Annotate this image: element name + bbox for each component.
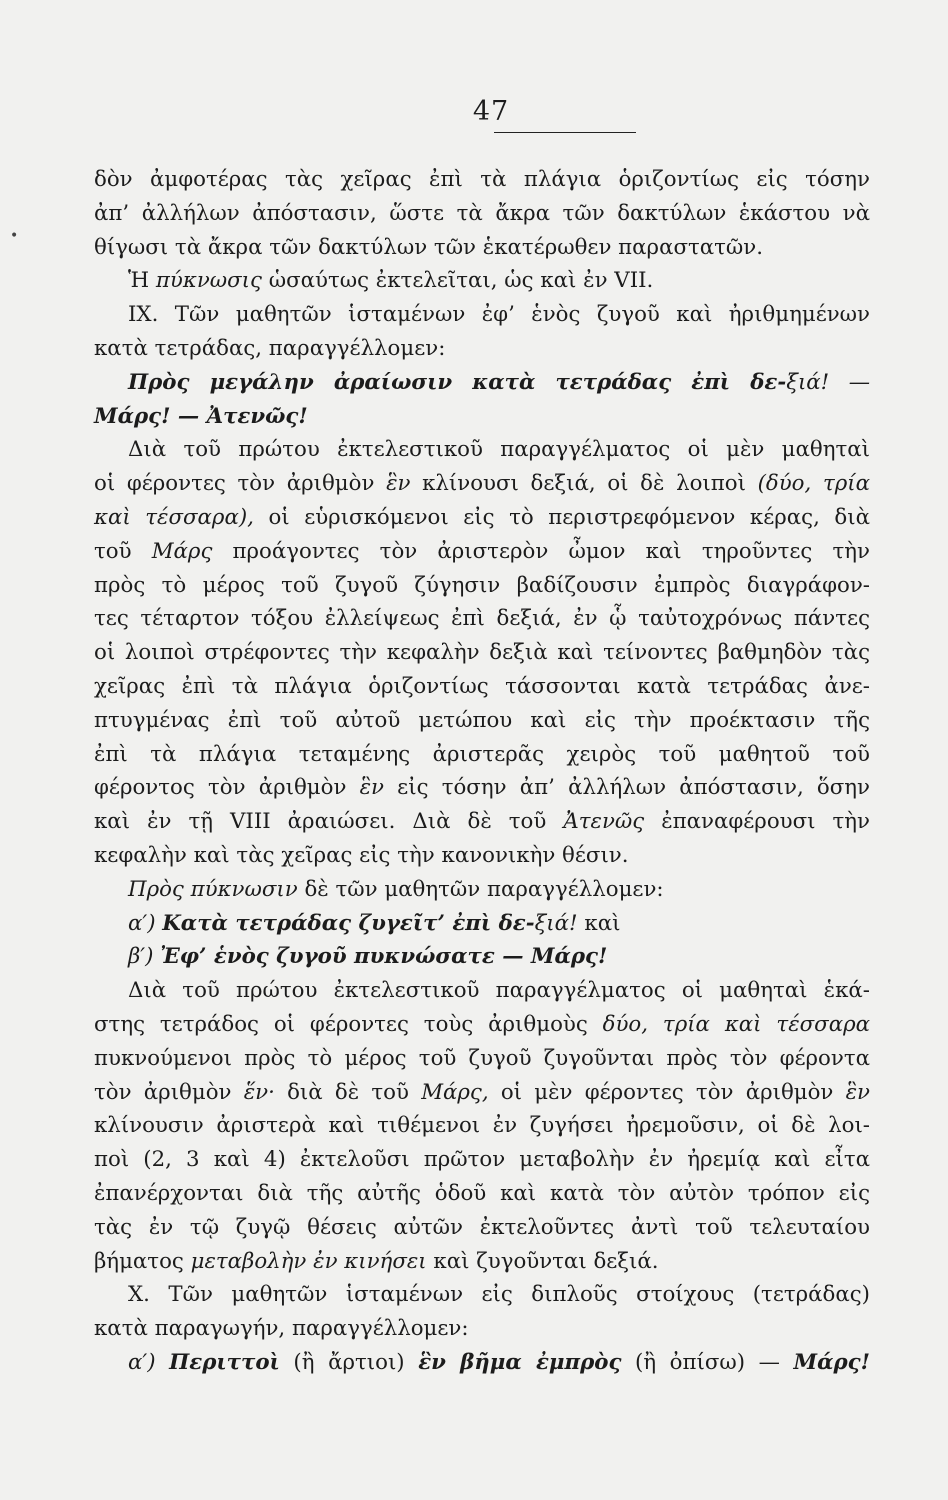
text-segment: καὶ (577, 910, 621, 936)
text-line (94, 163, 870, 197)
text-line (94, 264, 870, 298)
command-text: ἓν βῆμα ἐμπρὸς (418, 1349, 622, 1375)
italic-text: ἓν (359, 775, 384, 801)
italic-text: καὶ τέσσαρα), (94, 504, 254, 530)
text-segment: στης τετράδος οἱ φέροντες τοὺς ἀριθμοὺς (94, 1011, 603, 1037)
text-segment: Ἡ (128, 268, 156, 294)
command-text: Πρὸς μεγάλην ἀραίωσιν κατὰ τετράδας ἐπὶ δε- (128, 369, 787, 395)
text-segment: Διὰ τοῦ πρώτου ἐκτελεστικοῦ παραγγέλματος οἱ μαθηταὶ ἑκά- (128, 978, 870, 1004)
italic-text: πύκνωσις (155, 268, 262, 294)
text-segment: πτυγμένας ἐπὶ τοῦ αὐτοῦ μετώπου καὶ εἰς τὴν προέκτασιν τῆς (94, 707, 870, 733)
text-segment: ἀπ’ ἀλλήλων ἀπόστασιν, ὥστε τὰ ἄκρα τῶν δακτύλων ἑκάστου νὰ (94, 200, 870, 226)
text-segment: ἐπαναφέρουσι τὴν (644, 809, 870, 835)
italic-text: ξιά! (534, 910, 578, 936)
text-line (94, 1177, 870, 1211)
command-text: Περιττοὶ (169, 1349, 280, 1375)
text-segment: οἱ εὑρισκόμενοι εἰς τὸ περιστρεφόμενον κέρας, διὰ (253, 504, 870, 530)
text-line (94, 602, 870, 636)
text-line (94, 535, 870, 569)
text-segment: ἐπὶ τὰ πλάγια τεταμένης ἀριστερᾶς χειρὸς τοῦ μαθητοῦ τοῦ (94, 741, 870, 767)
text-segment: κλίνουσιν ἀριστερὰ καὶ τιθέμενοι ἐν ζυγήσει ἠρεμοῦσιν, οἱ δὲ λοι- (94, 1113, 870, 1139)
text-segment: τοῦ (94, 538, 152, 564)
italic-text: ἓν (386, 471, 411, 497)
text-line (94, 873, 870, 907)
italic-text: α′) (128, 1349, 170, 1375)
text-line (94, 332, 870, 366)
text-segment: Διὰ τοῦ πρώτου ἐκτελεστικοῦ παραγγέλματος οἱ μὲν μαθηταὶ (128, 437, 870, 463)
page-number: 47 (472, 96, 510, 127)
text-line (94, 1245, 870, 1279)
text-segment: θίγωσι τὰ ἄκρα τῶν δακτύλων τῶν ἑκατέρωθεν παραστατῶν. (94, 234, 764, 260)
command-text: Μάρς! — Ἀτενῶς! (94, 403, 308, 429)
text-segment: τὰς ἐν τῷ ζυγῷ θέσεις αὐτῶν ἐκτελοῦντες ἀντὶ τοῦ τελευταίου (94, 1214, 870, 1240)
text-line (94, 1109, 870, 1143)
italic-text: δύο, τρία καὶ τέσσαρα (602, 1011, 870, 1037)
text-segment: ὡσαύτως ἐκτελεῖται, ὡς καὶ ἐν VII. (261, 268, 654, 294)
command-text: Κατὰ τετράδας ζυγεῖτ’ ἐπὶ δε- (162, 910, 535, 936)
text-segment: τὸν ἀριθμὸν (94, 1079, 244, 1105)
text-line (94, 805, 870, 839)
text-line (94, 433, 870, 467)
text-segment: οἱ φέροντες τὸν ἀριθμὸν (94, 471, 387, 497)
italic-text: β′) (128, 944, 161, 970)
text-segment: καὶ ἐν τῇ VIII ἀραιώσει. Διὰ δὲ τοῦ (94, 809, 564, 835)
text-segment: ποὶ (2, 3 καὶ 4) ἐκτελοῦσι πρῶτον μεταβολὴν ἐν ἠρεμίᾳ καὶ εἶτα (94, 1147, 870, 1173)
header-rule (494, 132, 636, 133)
text-line (94, 738, 870, 772)
text-line (94, 1278, 870, 1312)
text-line (94, 670, 870, 704)
text-line (94, 501, 870, 535)
text-segment: κλίνουσι δεξιά, οἱ δὲ λοιποὶ (410, 471, 758, 497)
text-line (94, 400, 870, 434)
text-line (94, 704, 870, 738)
italic-text: Μάρς (151, 538, 213, 564)
text-line (94, 974, 870, 1008)
text-line (94, 1076, 870, 1110)
text-line (94, 636, 870, 670)
text-line (94, 1312, 870, 1346)
text-segment: χεῖρας ἐπὶ τὰ πλάγια ὁριζοντίως τάσσονται κατὰ τετράδας ἀνε- (94, 673, 870, 699)
italic-text: ἕν· (243, 1079, 275, 1105)
text-segment: δὲ τῶν μαθητῶν παραγγέλλομεν: (297, 876, 664, 902)
text-segment: καὶ ζυγοῦνται δεξιά. (426, 1248, 659, 1274)
text-segment: X. Τῶν μαθητῶν ἱσταμένων εἰς διπλοῦς στοίχους (τετράδας) (128, 1282, 870, 1308)
italic-text: (δύο, τρία (757, 471, 870, 497)
italic-text: Μάρς, (421, 1079, 489, 1105)
body-text (94, 163, 870, 1380)
text-segment: κεφαλὴν καὶ τὰς χεῖρας εἰς τὴν κανονικὴν θέσιν. (94, 842, 629, 868)
text-segment: οἱ λοιποὶ στρέφοντες τὴν κεφαλὴν δεξιὰ καὶ τείνοντες βαθμηδὸν τὰς (94, 640, 870, 666)
text-segment: βήματος (94, 1248, 191, 1274)
text-segment: (ἢ ἄρτιοι) (279, 1349, 419, 1375)
italic-text: Ἀτενῶς (563, 809, 645, 835)
command-text: Ἐφ’ ἑνὸς ζυγοῦ πυκνώσατε — Μάρς! (160, 944, 608, 970)
text-line (94, 366, 870, 400)
text-segment: κατὰ παραγωγήν, παραγγέλλομεν: (94, 1316, 469, 1342)
text-line (94, 1143, 870, 1177)
text-line (94, 569, 870, 603)
italic-text: μεταβολὴν ἐν κινήσει (190, 1248, 427, 1274)
text-line (94, 771, 870, 805)
text-line (94, 467, 870, 501)
text-segment: προάγοντες τὸν ἀριστερὸν ὦμον καὶ τηροῦντες τὴν (212, 538, 870, 564)
text-segment: κατὰ τετράδας, παραγγέλλομεν: (94, 335, 446, 361)
italic-text: ξιά! — (786, 369, 870, 395)
text-segment: δὸν ἀμφοτέρας τὰς χεῖρας ἐπὶ τὰ πλάγια ὁριζοντίως εἰς τόσην (94, 167, 870, 192)
italic-text: ἓν (845, 1079, 870, 1105)
text-line (94, 197, 870, 231)
text-line (94, 839, 870, 873)
text-segment: οἱ μὲν φέροντες τὸν ἀριθμὸν (488, 1079, 846, 1105)
text-line (94, 1346, 870, 1380)
text-line (94, 940, 870, 974)
text-segment: (ἢ ὀπίσω) — (621, 1349, 794, 1375)
text-line (94, 231, 870, 265)
text-line (94, 1042, 870, 1076)
text-line (94, 1008, 870, 1042)
italic-text: α′) (128, 910, 163, 936)
text-segment: φέροντος τὸν ἀριθμὸν (94, 775, 360, 801)
text-line (94, 298, 870, 332)
italic-text: Πρὸς πύκνωσιν (128, 876, 298, 902)
text-segment: τες τέταρτον τόξου ἐλλείψεως ἐπὶ δεξιά, ἐν ᾧ ταὐτοχρόνως πάντες (94, 606, 870, 632)
command-text: Μάρς! (793, 1349, 870, 1375)
margin-mark: • (10, 228, 19, 244)
text-segment: διὰ δὲ τοῦ (274, 1079, 422, 1105)
text-segment: εἰς τόσην ἀπ’ ἀλλήλων ἀπόστασιν, ὅσην (383, 775, 870, 801)
text-line (94, 1211, 870, 1245)
text-line (94, 907, 870, 941)
text-segment: πυκνούμενοι πρὸς τὸ μέρος τοῦ ζυγοῦ ζυγοῦνται πρὸς τὸν φέροντα (94, 1045, 870, 1071)
text-segment: IX. Τῶν μαθητῶν ἱσταμένων ἐφ’ ἑνὸς ζυγοῦ καὶ ἠριθμημένων (128, 302, 870, 328)
text-segment: πρὸς τὸ μέρος τοῦ ζυγοῦ ζύγησιν βαδίζουσιν ἐμπρὸς διαγράφον- (94, 572, 870, 598)
text-segment: ἐπανέρχονται διὰ τῆς αὐτῆς ὁδοῦ καὶ κατὰ τὸν αὐτὸν τρόπον εἰς (94, 1180, 870, 1206)
